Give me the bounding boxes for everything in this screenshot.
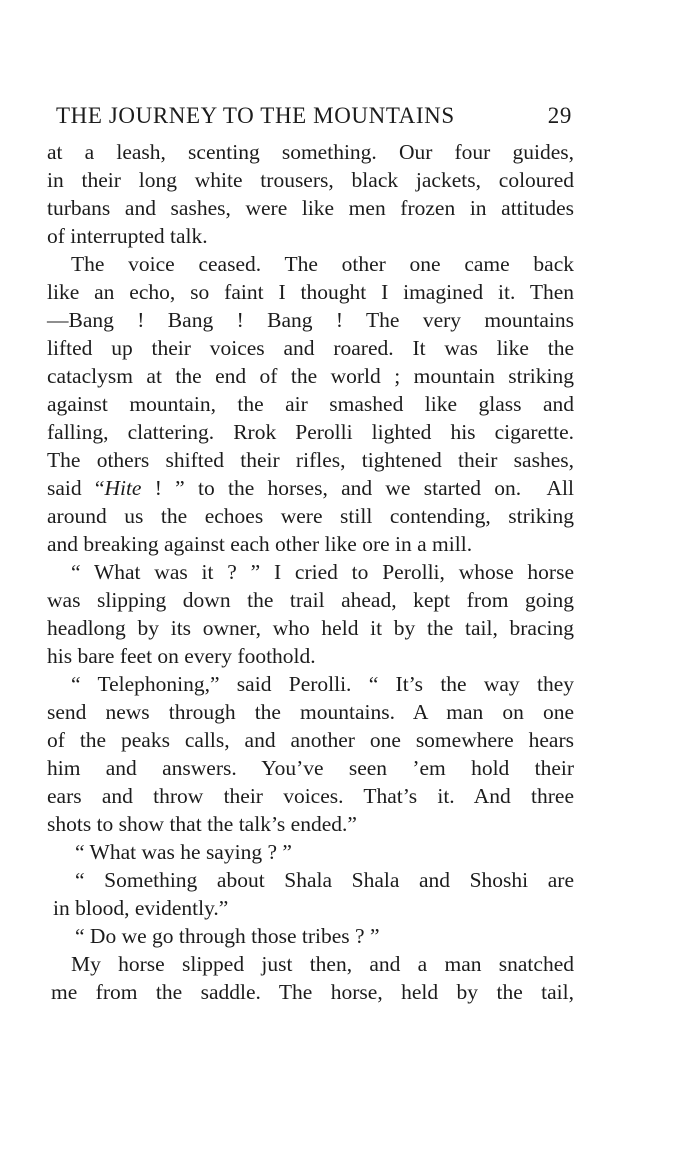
text-line: cataclysm at the end of the world ; mountain striking — [47, 364, 574, 388]
text-line: “ What was he saying ? ” — [75, 840, 292, 864]
text-line: —Bang ! Bang ! Bang ! The very mountains — [47, 308, 574, 332]
text-line: My horse slipped just then, and a man snatched — [71, 952, 574, 976]
running-head — [56, 101, 572, 131]
text-line — [47, 474, 574, 502]
text-line: in their long white trousers, black jackets, coloured — [47, 168, 574, 192]
text-line: his bare feet on every foothold. — [47, 644, 316, 668]
text-line: lifted up their voices and roared. It was like the — [47, 336, 574, 360]
text-line: The others shifted their rifles, tightened their sashes, — [47, 448, 574, 472]
text-line: turbans and sashes, were like men frozen in attitudes — [47, 196, 574, 220]
chapter-title: THE JOURNEY TO THE MOUNTAINS — [56, 103, 455, 128]
text-line: against mountain, the air smashed like glass and — [47, 392, 574, 416]
text-line: me from the saddle. The horse, held by the tail, — [51, 980, 574, 1004]
text-line: “ Do we go through those tribes ? ” — [75, 924, 380, 948]
text-line: of interrupted talk. — [47, 224, 208, 248]
text-line: “ What was it ? ” I cried to Perolli, whose horse — [71, 560, 574, 584]
text-line: send news through the mountains. A man on one — [47, 700, 574, 724]
text-segment: said “ — [47, 476, 105, 500]
text-line: ears and throw their voices. That’s it. And three — [47, 784, 574, 808]
text-line: “ Something about Shala Shala and Shoshi are — [75, 868, 574, 892]
text-line: of the peaks calls, and another one somewhere hears — [47, 728, 574, 752]
body-text — [47, 138, 574, 1006]
text-line: shots to show that the talk’s ended.” — [47, 812, 357, 836]
italic-word: Hite — [104, 476, 142, 500]
text-line: in blood, evidently.” — [53, 896, 229, 920]
text-segment: ! ” to the horses, and we started on. All — [141, 476, 574, 500]
text-line: falling, clattering. Rrok Perolli lighted his cigarette. — [47, 420, 574, 444]
text-line: and breaking against each other like ore in a mill. — [47, 532, 473, 556]
text-line: “ Telephoning,” said Perolli. “ It’s the way they — [71, 672, 574, 696]
text-line: was slipping down the trail ahead, kept from going — [47, 588, 574, 612]
text-line: him and answers. You’ve seen ’em hold their — [47, 756, 574, 780]
text-line: around us the echoes were still contending, striking — [47, 504, 574, 528]
text-line: at a leash, scenting something. Our four guides, — [47, 140, 574, 164]
text-line: The voice ceased. The other one came back — [71, 252, 574, 276]
page-number: 29 — [547, 103, 572, 128]
text-line: like an echo, so faint I thought I imagined it. Then — [47, 280, 574, 304]
text-line: headlong by its owner, who held it by the tail, bracing — [47, 616, 574, 640]
